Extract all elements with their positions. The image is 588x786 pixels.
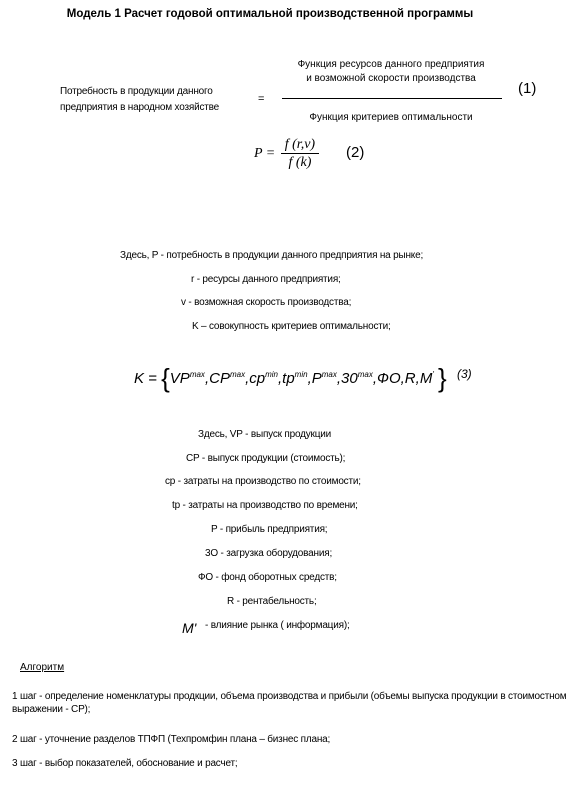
formula1-lhs-line2: предприятия в народном хозяйстве	[60, 102, 220, 113]
formula3-lhs: K =	[134, 370, 157, 387]
algorithm-heading: Алгоритм	[20, 662, 65, 673]
formula2-number: (2)	[346, 144, 365, 161]
formula1-lhs-line1: Потребность в продукции данного	[60, 86, 213, 97]
formula3-term-r: R	[404, 370, 416, 387]
algorithm-step-3: 3 шаг - выбор показателей, обоснование и расчет;	[12, 758, 238, 769]
definition-fo: ФО - фонд оборотных средств;	[198, 572, 337, 583]
page-title: Модель 1 Расчет годовой оптимальной производственной программы	[66, 8, 474, 20]
formula1-fraction-line	[282, 98, 502, 99]
formula3-term-fo: ФО	[377, 370, 401, 387]
formula1-numerator	[280, 58, 502, 86]
definition-tp: tp - затраты на производство по времени;	[172, 500, 358, 511]
algorithm-step-2: 2 шаг - уточнение разделов ТПФП (Техпромфин плана – бизнес плана;	[12, 734, 331, 745]
m-symbol: M'	[182, 620, 197, 636]
algorithm-step-1: 1 шаг - определение номенклатуры продкции, объема производства и прибыли (объемы выпуска продукции в стоимостном выражении - CP);	[12, 691, 567, 715]
formula3-term-cp-min: $cp^{min}$	[249, 370, 278, 387]
formula3-term-cp: $CP^{max}$	[209, 370, 246, 387]
formula1-numerator-line2: и возможной скорости производства	[306, 73, 476, 84]
formula2-lhs: P =	[254, 145, 276, 161]
formula3-open-brace: {	[161, 363, 170, 393]
formula1-numerator-line1: Функция ресурсов данного предприятия	[297, 59, 485, 70]
definition-3o: 3O - загрузка оборудования;	[205, 548, 333, 559]
formula3-number: (3)	[457, 367, 472, 381]
formula3-term-30: $30^{max}$	[341, 370, 373, 387]
formula1-equals: =	[258, 93, 265, 105]
definition-profit: P - прибыль предприятия;	[211, 524, 328, 535]
formula3: $K = \{VP^{max},CP^{max},cp^{min},tp^{min},P^{max},30^{max},ФО,R,M'$ }	[134, 363, 447, 393]
definition-rent: R - рентабельность;	[227, 596, 317, 607]
formula2	[254, 136, 319, 171]
definition-k: K – совокупность критериев оптимальности;	[192, 321, 391, 332]
formula2-denominator: f (k)	[288, 155, 312, 170]
formula3-term-tp: $tp^{min}$	[282, 370, 308, 387]
formula2-numerator: f (r,v)	[281, 136, 319, 154]
formula1-lhs	[60, 84, 219, 116]
formula1-number: (1)	[518, 80, 537, 97]
definition-vp: Здесь, VP - выпуск продукции	[198, 429, 332, 440]
definition-cp: CP - выпуск продукции (стоимость);	[186, 453, 346, 464]
definition-cp-cost: cp - затраты на производство по стоимости;	[165, 476, 361, 487]
definition-m: - влияние рынка ( информация);	[205, 620, 350, 631]
formula3-term-m: M'	[419, 370, 434, 387]
formula3-close-brace: }	[438, 363, 447, 393]
formula1-denominator: Функция критериев оптимальности	[309, 112, 473, 123]
definition-r: r - ресурсы данного предприятия;	[191, 274, 341, 285]
formula2-fraction	[281, 136, 319, 171]
formula3-term-vp: $VP^{max}$	[169, 370, 205, 387]
definition-v: v - возможная скорость производства;	[181, 297, 352, 308]
definition-p: Здесь, P - потребность в продукции данного предприятия на рынке;	[120, 250, 424, 261]
formula3-term-p: $P^{max}$	[311, 370, 337, 387]
